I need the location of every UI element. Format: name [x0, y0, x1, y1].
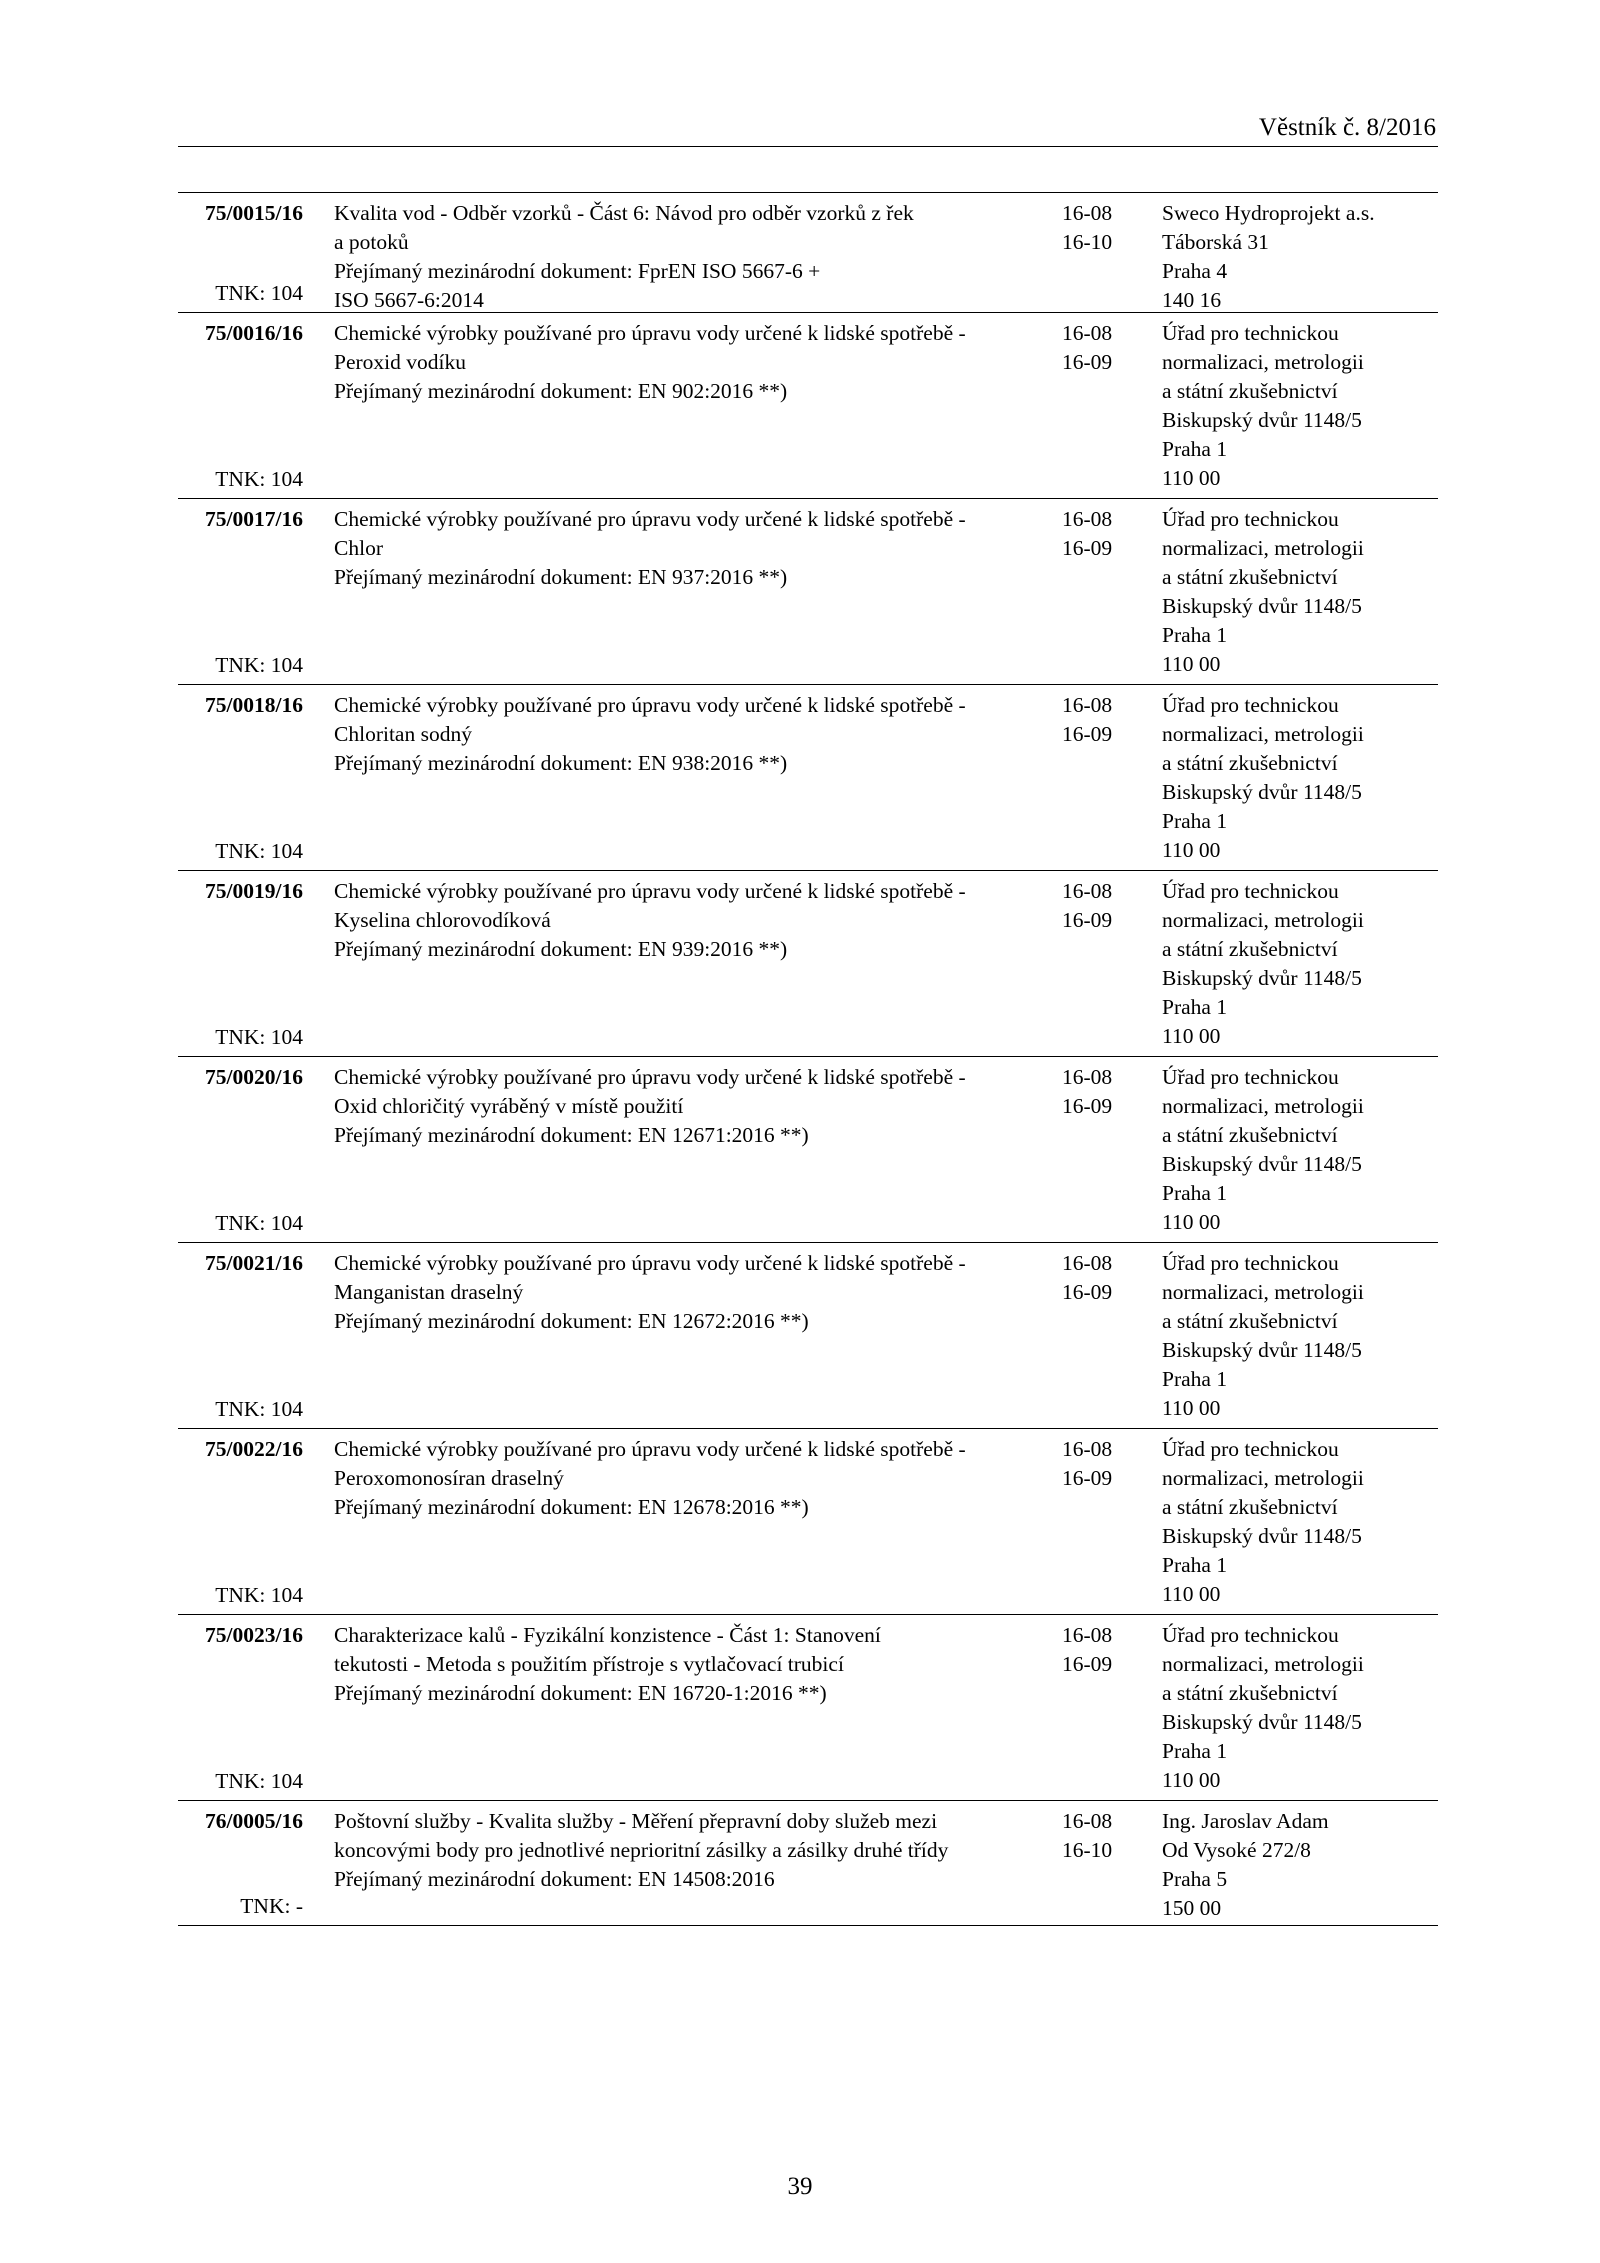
description-line: Přejímaný mezinárodní dokument: EN 12671:2016 **)	[334, 1123, 809, 1147]
address-line: normalizaci, metrologii	[1162, 1466, 1364, 1490]
address-line: Praha 1	[1162, 995, 1228, 1019]
address-line: a státní zkušebnictví	[1162, 1309, 1338, 1333]
description-line: ISO 5667-6:2014	[334, 288, 484, 312]
date-line: 16-08	[1062, 1437, 1113, 1461]
description-cell	[334, 505, 966, 592]
description-cell	[334, 1621, 914, 1708]
description-cell	[334, 691, 966, 778]
description-line: Přejímaný mezinárodní dokument: EN 12678:2016 **)	[334, 1495, 809, 1519]
date-line: 16-08	[1062, 1623, 1113, 1647]
description-cell	[334, 877, 966, 964]
address-line: normalizaci, metrologii	[1162, 908, 1364, 932]
address-line: Praha 5	[1162, 1867, 1228, 1891]
contact-address-cell	[1162, 1063, 1438, 1237]
dates-cell	[1062, 691, 1132, 749]
contact-address-cell	[1162, 877, 1438, 1051]
description-line: Přejímaný mezinárodní dokument: EN 938:2016 **)	[334, 751, 788, 775]
address-line: 140 16	[1162, 288, 1222, 312]
address-line: normalizaci, metrologii	[1162, 1280, 1364, 1304]
tnk-label: TNK: -	[240, 1894, 303, 1918]
date-line: 16-08	[1062, 1065, 1113, 1089]
description-line: Přejímaný mezinárodní dokument: EN 14508:2016	[334, 1867, 775, 1891]
table-row	[178, 1429, 1438, 1615]
address-line: a státní zkušebnictví	[1162, 937, 1338, 961]
dates-cell	[1062, 1063, 1132, 1121]
description-line: Přejímaný mezinárodní dokument: EN 902:2016 **)	[334, 379, 788, 403]
address-line: Úřad pro technickou	[1162, 1437, 1339, 1461]
description-line: Chemické výrobky používané pro úpravu vody určené k lidské spotřebě -	[334, 1251, 966, 1275]
standards-table	[178, 192, 1438, 1926]
date-line: 16-08	[1062, 507, 1113, 531]
address-line: 110 00	[1162, 1210, 1221, 1234]
date-line: 16-09	[1062, 722, 1113, 746]
address-line: a státní zkušebnictví	[1162, 1495, 1338, 1519]
description-line: Chemické výrobky používané pro úpravu vody určené k lidské spotřebě -	[334, 1065, 966, 1089]
tnk-label: TNK: 104	[215, 1025, 303, 1049]
standard-id-cell	[178, 1435, 303, 1610]
tnk-label: TNK: 104	[215, 839, 303, 863]
bulletin-title: Věstník č. 8/2016	[1258, 114, 1436, 141]
table-row	[178, 1057, 1438, 1243]
description-cell	[334, 1063, 966, 1150]
description-cell	[334, 1807, 949, 1894]
page-number: 39	[787, 2173, 813, 2200]
description-line: Peroxomonosíran draselný	[334, 1466, 564, 1490]
description-line: Kyselina chlorovodíková	[334, 908, 551, 932]
date-line: 16-09	[1062, 1652, 1113, 1676]
address-line: Sweco Hydroprojekt a.s.	[1162, 201, 1375, 225]
dates-cell	[1062, 199, 1132, 257]
table-row	[178, 685, 1438, 871]
standard-code: 75/0021/16	[205, 1251, 303, 1275]
address-line: Ing. Jaroslav Adam	[1162, 1809, 1329, 1833]
standard-code: 76/0005/16	[205, 1809, 303, 1833]
description-line: Chemické výrobky používané pro úpravu vody určené k lidské spotřebě -	[334, 321, 966, 345]
address-line: Úřad pro technickou	[1162, 507, 1339, 531]
dates-cell	[1062, 1249, 1132, 1307]
address-line: 110 00	[1162, 466, 1221, 490]
address-line: 150 00	[1162, 1896, 1222, 1920]
date-line: 16-09	[1062, 1094, 1113, 1118]
address-line: Biskupský dvůr 1148/5	[1162, 1338, 1362, 1362]
date-line: 16-08	[1062, 879, 1113, 903]
address-line: 110 00	[1162, 1582, 1221, 1606]
description-line: a potoků	[334, 230, 409, 254]
standard-id-cell	[178, 1249, 303, 1424]
standard-code: 75/0018/16	[205, 693, 303, 717]
description-cell	[334, 199, 914, 315]
address-line: 110 00	[1162, 838, 1221, 862]
address-line: 110 00	[1162, 652, 1221, 676]
date-line: 16-08	[1062, 321, 1113, 345]
standard-id-cell	[178, 877, 303, 1052]
standard-id-cell	[178, 1063, 303, 1238]
address-line: Biskupský dvůr 1148/5	[1162, 1524, 1362, 1548]
standard-code: 75/0023/16	[205, 1623, 303, 1647]
table-row	[178, 871, 1438, 1057]
address-line: Praha 1	[1162, 623, 1228, 647]
description-line: Chemické výrobky používané pro úpravu vody určené k lidské spotřebě -	[334, 879, 966, 903]
address-line: Praha 4	[1162, 259, 1228, 283]
address-line: normalizaci, metrologii	[1162, 536, 1364, 560]
table-row	[178, 1801, 1438, 1926]
contact-address-cell	[1162, 1621, 1438, 1795]
description-cell	[334, 319, 966, 406]
address-line: a státní zkušebnictví	[1162, 751, 1338, 775]
tnk-label: TNK: 104	[215, 1583, 303, 1607]
tnk-label: TNK: 104	[215, 1397, 303, 1421]
standard-code: 75/0017/16	[205, 507, 303, 531]
dates-cell	[1062, 877, 1132, 935]
address-line: Praha 1	[1162, 809, 1228, 833]
date-line: 16-08	[1062, 201, 1113, 225]
date-line: 16-09	[1062, 908, 1113, 932]
address-line: Úřad pro technickou	[1162, 1251, 1339, 1275]
address-line: Praha 1	[1162, 1181, 1228, 1205]
description-line: Přejímaný mezinárodní dokument: EN 937:2016 **)	[334, 565, 788, 589]
address-line: Biskupský dvůr 1148/5	[1162, 1152, 1362, 1176]
description-line: Chloritan sodný	[334, 722, 472, 746]
address-line: Úřad pro technickou	[1162, 693, 1339, 717]
dates-cell	[1062, 505, 1132, 563]
address-line: 110 00	[1162, 1024, 1221, 1048]
description-cell	[334, 1249, 966, 1336]
description-line: Přejímaný mezinárodní dokument: EN 12672:2016 **)	[334, 1309, 809, 1333]
standard-code: 75/0019/16	[205, 879, 303, 903]
dates-cell	[1062, 1435, 1132, 1493]
description-line: Chemické výrobky používané pro úpravu vody určené k lidské spotřebě -	[334, 1437, 966, 1461]
description-cell	[334, 1435, 966, 1522]
contact-address-cell	[1162, 505, 1438, 679]
date-line: 16-10	[1062, 1838, 1113, 1862]
address-line: Úřad pro technickou	[1162, 879, 1339, 903]
address-line: a státní zkušebnictví	[1162, 379, 1338, 403]
dates-cell	[1062, 1621, 1132, 1679]
dates-cell	[1062, 1807, 1132, 1865]
address-line: normalizaci, metrologii	[1162, 350, 1364, 374]
contact-address-cell	[1162, 691, 1438, 865]
address-line: normalizaci, metrologii	[1162, 722, 1364, 746]
address-line: a státní zkušebnictví	[1162, 565, 1338, 589]
table-row	[178, 193, 1438, 313]
address-line: Biskupský dvůr 1148/5	[1162, 1710, 1362, 1734]
address-line: Od Vysoké 272/8	[1162, 1838, 1311, 1862]
tnk-label: TNK: 104	[215, 1769, 303, 1793]
date-line: 16-09	[1062, 1280, 1113, 1304]
address-line: a státní zkušebnictví	[1162, 1681, 1338, 1705]
description-line: Přejímaný mezinárodní dokument: FprEN ISO 5667-6 +	[334, 259, 821, 283]
description-line: Chemické výrobky používané pro úpravu vody určené k lidské spotřebě -	[334, 507, 966, 531]
description-line: Přejímaný mezinárodní dokument: EN 16720-1:2016 **)	[334, 1681, 827, 1705]
standard-code: 75/0020/16	[205, 1065, 303, 1089]
table-row	[178, 1615, 1438, 1801]
address-line: Biskupský dvůr 1148/5	[1162, 594, 1362, 618]
address-line: Praha 1	[1162, 1553, 1228, 1577]
standard-code: 75/0016/16	[205, 321, 303, 345]
address-line: Úřad pro technickou	[1162, 1623, 1339, 1647]
address-line: Biskupský dvůr 1148/5	[1162, 780, 1362, 804]
description-line: Poštovní služby - Kvalita služby - Měření přepravní doby služeb mezi	[334, 1809, 938, 1833]
tnk-label: TNK: 104	[215, 653, 303, 677]
address-line: Praha 1	[1162, 1739, 1228, 1763]
address-line: normalizaci, metrologii	[1162, 1652, 1364, 1676]
table-row	[178, 313, 1438, 499]
tnk-label: TNK: 104	[215, 467, 303, 491]
description-line: Přejímaný mezinárodní dokument: EN 939:2016 **)	[334, 937, 788, 961]
address-line: Praha 1	[1162, 437, 1228, 461]
address-line: normalizaci, metrologii	[1162, 1094, 1364, 1118]
contact-address-cell	[1162, 1435, 1438, 1609]
contact-address-cell	[1162, 1807, 1438, 1923]
standard-id-cell	[178, 691, 303, 866]
page-header	[178, 114, 1438, 147]
date-line: 16-08	[1062, 1251, 1113, 1275]
description-line: Chemické výrobky používané pro úpravu vody určené k lidské spotřebě -	[334, 693, 966, 717]
date-line: 16-09	[1062, 1466, 1113, 1490]
address-line: Praha 1	[1162, 1367, 1228, 1391]
contact-address-cell	[1162, 199, 1438, 315]
standard-id-cell	[178, 1621, 303, 1796]
dates-cell	[1062, 319, 1132, 377]
address-line: Biskupský dvůr 1148/5	[1162, 966, 1362, 990]
table-row	[178, 499, 1438, 685]
standard-id-cell	[178, 319, 303, 494]
tnk-label: TNK: 104	[215, 281, 303, 305]
description-line: tekutosti - Metoda s použitím přístroje s vytlačovací trubicí	[334, 1652, 844, 1676]
contact-address-cell	[1162, 319, 1438, 493]
description-line: Kvalita vod - Odběr vzorků - Část 6: Návod pro odběr vzorků z řek	[334, 201, 914, 225]
standard-id-cell	[178, 199, 303, 308]
description-line: Chlor	[334, 536, 383, 560]
table-row	[178, 1243, 1438, 1429]
address-line: Biskupský dvůr 1148/5	[1162, 408, 1362, 432]
address-line: Úřad pro technickou	[1162, 1065, 1339, 1089]
description-line: Charakterizace kalů - Fyzikální konzistence - Část 1: Stanovení	[334, 1623, 881, 1647]
date-line: 16-09	[1062, 350, 1113, 374]
tnk-label: TNK: 104	[215, 1211, 303, 1235]
date-line: 16-08	[1062, 1809, 1113, 1833]
description-line: Manganistan draselný	[334, 1280, 524, 1304]
standard-code: 75/0022/16	[205, 1437, 303, 1461]
description-line: Peroxid vodíku	[334, 350, 466, 374]
date-line: 16-08	[1062, 693, 1113, 717]
address-line: Úřad pro technickou	[1162, 321, 1339, 345]
address-line: 110 00	[1162, 1768, 1221, 1792]
date-line: 16-09	[1062, 536, 1113, 560]
standard-id-cell	[178, 1807, 303, 1921]
address-line: 110 00	[1162, 1396, 1221, 1420]
standard-code: 75/0015/16	[205, 201, 303, 225]
address-line: a státní zkušebnictví	[1162, 1123, 1338, 1147]
address-line: Táborská 31	[1162, 230, 1269, 254]
contact-address-cell	[1162, 1249, 1438, 1423]
date-line: 16-10	[1062, 230, 1113, 254]
description-line: koncovými body pro jednotlivé neprioritní zásilky a zásilky druhé třídy	[334, 1838, 949, 1862]
standard-id-cell	[178, 505, 303, 680]
description-line: Oxid chloričitý vyráběný v místě použití	[334, 1094, 684, 1118]
